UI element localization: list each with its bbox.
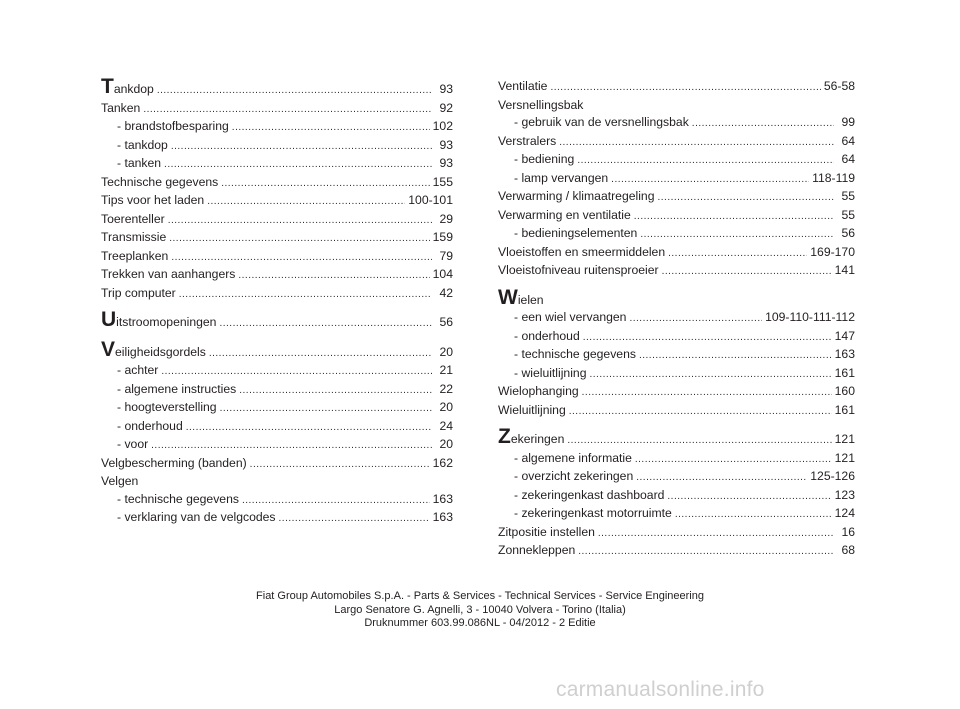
entry-label	[514, 487, 664, 505]
index-subentry	[101, 491, 453, 510]
dot-leader	[169, 230, 429, 248]
entry-text: ielen	[517, 292, 544, 307]
page-number: 121	[834, 432, 855, 446]
entry-text: Velgbescherming (banden)	[101, 455, 247, 470]
entry-text: - wieluitlijning	[514, 365, 587, 380]
page-number: 147	[834, 328, 855, 343]
index-entry	[498, 285, 855, 310]
dot-leader	[668, 245, 807, 263]
page-number: 92	[439, 100, 453, 115]
entry-text: Vloeistofniveau ruitensproeier	[498, 263, 659, 277]
index-column-right	[498, 78, 855, 561]
entry-text: Transmissie	[101, 230, 167, 244]
entry-label	[498, 542, 575, 560]
entry-label	[514, 151, 574, 169]
entry-text: Zitpositie instellen	[498, 524, 595, 539]
page-number: 123	[834, 487, 855, 502]
entry-text: ankdop	[113, 82, 154, 96]
page-number: 42	[439, 285, 453, 300]
entry-label	[101, 337, 206, 362]
entry-label	[514, 328, 580, 346]
page-number: 102	[432, 119, 453, 133]
dot-leader	[657, 189, 834, 207]
entry-label	[117, 118, 229, 136]
page-number: 56	[439, 315, 453, 329]
entry-label	[117, 381, 236, 399]
index-subentry	[101, 155, 453, 174]
entry-text: - achter	[117, 363, 159, 377]
page-number: 56-58	[823, 79, 855, 93]
page-number: 104	[432, 267, 453, 281]
page-number: 124	[834, 506, 855, 520]
dot-leader	[171, 249, 432, 267]
index-entry	[101, 285, 453, 304]
dot-leader	[179, 286, 432, 304]
entry-text: Verstralers	[498, 133, 557, 148]
entry-label	[101, 248, 168, 266]
entry-text: Velgen	[101, 474, 139, 488]
page-number: 163	[432, 510, 453, 524]
section-initial: T	[101, 75, 114, 98]
index-subentry	[498, 170, 855, 189]
page-number: 56	[841, 226, 855, 240]
entry-label	[117, 137, 168, 155]
index-entry	[101, 248, 453, 267]
entry-label	[101, 192, 204, 210]
entry-label	[101, 308, 217, 332]
index-entry	[101, 266, 453, 285]
index-subentry	[498, 151, 855, 170]
index-subentry	[101, 362, 453, 381]
page-number: 155	[432, 174, 453, 189]
entry-text: Treeplanken	[101, 248, 169, 263]
entry-label	[498, 244, 665, 262]
page-number: 64	[841, 133, 855, 148]
entry-text: - bedieningselementen	[514, 226, 638, 240]
dot-leader	[221, 175, 429, 193]
page-number: 29	[439, 211, 453, 226]
page-number: 22	[439, 381, 453, 396]
index-entry	[101, 192, 453, 211]
entry-text: - onderhoud	[117, 418, 183, 433]
index-entry	[101, 455, 453, 474]
index-subentry	[498, 468, 855, 487]
footer-line-address: Largo Senatore G. Agnelli, 3 - 10040 Volvera - Torino (Italia)	[334, 603, 626, 616]
entry-text: - lamp vervangen	[514, 170, 609, 185]
index-subentry	[101, 418, 453, 437]
index-entry	[101, 473, 453, 491]
page-number: 163	[432, 491, 453, 506]
entry-label	[514, 365, 586, 383]
entry-label	[498, 78, 547, 96]
entry-label	[498, 207, 631, 225]
entry-label	[101, 455, 247, 473]
entry-label	[101, 100, 140, 118]
dot-leader	[161, 363, 432, 381]
dot-leader	[239, 382, 432, 400]
entry-text: - technische gegevens	[514, 347, 636, 361]
dot-leader	[634, 208, 834, 226]
entry-label	[514, 468, 633, 486]
entry-label	[514, 505, 672, 523]
entry-text: - tanken	[117, 156, 162, 170]
page-number: 100-101	[408, 193, 453, 207]
dot-leader	[232, 119, 430, 137]
index-subentry	[498, 328, 855, 347]
index-subentry	[101, 399, 453, 418]
dot-leader	[219, 315, 432, 333]
dot-leader	[220, 400, 432, 418]
entry-text: - overzicht zekeringen	[514, 469, 634, 483]
entry-label	[101, 285, 176, 303]
entry-label	[498, 383, 579, 401]
entry-text: Toerenteller	[101, 211, 165, 226]
index-subentry	[498, 505, 855, 524]
index-subentry	[498, 487, 855, 506]
page-number: 161	[834, 402, 855, 417]
page-number: 160	[834, 384, 855, 398]
dot-leader	[209, 345, 432, 363]
dot-leader	[143, 101, 432, 119]
page-number: 169-170	[810, 244, 855, 259]
index-entry	[498, 383, 855, 402]
page-number: 121	[834, 450, 855, 465]
entry-label	[117, 399, 217, 417]
dot-leader	[164, 156, 432, 174]
publisher-footer	[0, 590, 960, 631]
dot-leader	[635, 451, 832, 469]
index-subentry	[498, 309, 855, 328]
entry-text: Ventilatie	[498, 79, 548, 93]
page-number: 24	[439, 418, 453, 433]
page-number: 125-126	[810, 469, 855, 483]
index-entry	[498, 402, 855, 421]
index-subentry	[101, 509, 453, 528]
page-number: 162	[432, 455, 453, 470]
index-entry	[498, 78, 855, 97]
index-column-left	[101, 75, 453, 528]
index-entry	[101, 174, 453, 193]
page-number: 55	[841, 189, 855, 203]
entry-label	[101, 75, 154, 99]
entry-label	[117, 509, 276, 527]
dot-leader	[692, 115, 834, 133]
dot-leader	[171, 138, 432, 156]
entry-label	[101, 473, 138, 491]
footer-line-print-number: Druknummer 603.99.086NL - 04/2012 - 2 Editie	[364, 617, 596, 629]
index-entry	[498, 244, 855, 263]
entry-text: - hoogteverstelling	[117, 400, 217, 414]
entry-label	[498, 524, 595, 542]
page-number: 20	[439, 400, 453, 414]
index-entry	[498, 425, 855, 450]
index-subentry	[101, 381, 453, 400]
entry-label	[498, 188, 654, 206]
index-entry	[101, 337, 453, 363]
index-entry	[101, 308, 453, 333]
entry-text: ekeringen	[510, 432, 565, 446]
entry-label	[514, 309, 626, 327]
entry-label	[498, 285, 544, 310]
index-entry	[498, 524, 855, 543]
dot-leader	[578, 543, 834, 561]
dot-leader	[582, 384, 832, 402]
entry-label	[117, 491, 239, 509]
entry-text: - technische gegevens	[117, 491, 239, 506]
entry-label	[117, 418, 183, 436]
entry-text: Wieluitlijning	[498, 402, 566, 417]
dot-leader	[157, 82, 432, 100]
page-number: 163	[834, 347, 855, 361]
entry-label	[498, 97, 583, 115]
page-number: 21	[439, 363, 453, 377]
page-number: 68	[841, 543, 855, 557]
dot-leader	[589, 366, 831, 384]
dot-leader	[611, 171, 809, 189]
dot-leader	[168, 212, 432, 230]
index-entry	[498, 542, 855, 561]
page-number: 20	[439, 437, 453, 451]
dot-leader	[639, 347, 832, 365]
entry-text: Vloeistoffen en smeermiddelen	[498, 244, 666, 259]
entry-text: - brandstofbesparing	[117, 119, 229, 133]
dot-leader	[583, 329, 832, 347]
entry-label	[101, 229, 166, 247]
section-initial: Z	[498, 425, 511, 448]
dot-leader	[667, 488, 831, 506]
entry-text: - voor	[117, 437, 149, 451]
index-entry	[101, 75, 453, 100]
dot-leader	[567, 432, 831, 450]
entry-label	[514, 114, 689, 132]
dot-leader	[662, 263, 832, 281]
entry-label	[117, 155, 161, 173]
entry-text: Trekken van aanhangers	[101, 267, 236, 281]
entry-text: Trip computer	[101, 285, 176, 300]
page-number: 118-119	[812, 170, 855, 185]
index-entry	[498, 188, 855, 207]
entry-text: itstroomopeningen	[116, 315, 217, 329]
entry-label	[101, 174, 218, 192]
entry-text: - verklaring van de velgcodes	[117, 510, 276, 524]
entry-label	[514, 170, 608, 188]
entry-label	[514, 450, 632, 468]
index-subentry	[498, 225, 855, 244]
page-number: 55	[841, 207, 855, 222]
index-entry	[498, 97, 855, 115]
dot-leader	[151, 437, 432, 455]
entry-label	[514, 225, 637, 243]
index-subentry	[101, 137, 453, 156]
entry-text: Verwarming / klimaatregeling	[498, 189, 655, 203]
entry-text: - algemene informatie	[514, 450, 632, 465]
page-number: 16	[841, 524, 855, 539]
dot-leader	[238, 267, 429, 285]
dot-leader	[569, 403, 832, 421]
page-number: 93	[439, 137, 453, 152]
section-initial: W	[498, 285, 518, 309]
index-subentry	[101, 436, 453, 455]
entry-text: - tankdop	[117, 137, 168, 152]
dot-leader	[598, 525, 834, 543]
entry-text: - onderhoud	[514, 328, 580, 343]
index-subentry	[498, 346, 855, 365]
index-entry	[498, 133, 855, 152]
entry-text: - bediening	[514, 152, 575, 166]
page-number: 159	[432, 230, 453, 244]
entry-text: eiligheidsgordels	[115, 344, 206, 359]
page-number: 93	[439, 156, 453, 170]
entry-text: Technische gegevens	[101, 174, 219, 189]
index-subentry	[498, 450, 855, 469]
entry-label	[117, 362, 158, 380]
entry-label	[498, 402, 566, 420]
footer-line-company: Fiat Group Automobiles S.p.A. - Parts & Services - Technical Services - Service Engineering	[256, 590, 704, 602]
dot-leader	[207, 193, 405, 211]
dot-leader	[186, 419, 432, 437]
page-number: 79	[439, 248, 453, 263]
entry-text: - zekeringenkast dashboard	[514, 487, 665, 502]
dot-leader	[577, 152, 834, 170]
entry-text: Versnellingsbak	[498, 97, 584, 112]
dot-leader	[675, 506, 832, 524]
page-number: 109-110-111-112	[765, 310, 855, 324]
index-subentry	[101, 118, 453, 137]
entry-text: Wielophanging	[498, 384, 579, 398]
entry-label	[101, 211, 165, 229]
page-number: 64	[841, 152, 855, 166]
dot-leader	[250, 456, 430, 474]
page-number: 93	[439, 82, 453, 96]
dot-leader	[629, 310, 762, 328]
index-entry	[101, 100, 453, 119]
entry-text: Zonnekleppen	[498, 543, 576, 557]
section-initial: V	[101, 337, 116, 361]
entry-label	[498, 133, 556, 151]
entry-text: Verwarming en ventilatie	[498, 207, 631, 222]
entry-label	[498, 425, 565, 449]
page-number: 141	[834, 263, 855, 277]
entry-text: Tips voor het laden	[101, 193, 205, 207]
index-entry	[101, 211, 453, 230]
index-subentry	[498, 114, 855, 133]
page-number: 20	[439, 344, 453, 359]
index-entry	[101, 229, 453, 248]
dot-leader	[636, 469, 807, 487]
entry-label	[514, 346, 636, 364]
entry-label	[498, 262, 659, 280]
entry-label	[101, 266, 235, 284]
entry-text: - algemene instructies	[117, 381, 237, 396]
dot-leader	[559, 134, 834, 152]
watermark: carmanualsonline.info	[556, 678, 765, 701]
index-entry	[498, 207, 855, 226]
entry-text: Tanken	[101, 100, 141, 115]
section-initial: U	[101, 308, 117, 331]
index-entry	[498, 262, 855, 281]
dot-leader	[640, 226, 834, 244]
entry-text: - zekeringenkast motorruimte	[514, 506, 672, 520]
dot-leader	[242, 492, 430, 510]
entry-text: - gebruik van de versnellingsbak	[514, 115, 689, 129]
entry-label	[117, 436, 148, 454]
dot-leader	[550, 79, 820, 97]
dot-leader	[279, 510, 430, 528]
page-number: 161	[834, 365, 855, 380]
entry-text: - een wiel vervangen	[514, 310, 627, 324]
index-subentry	[498, 365, 855, 384]
page-number: 99	[841, 115, 855, 129]
